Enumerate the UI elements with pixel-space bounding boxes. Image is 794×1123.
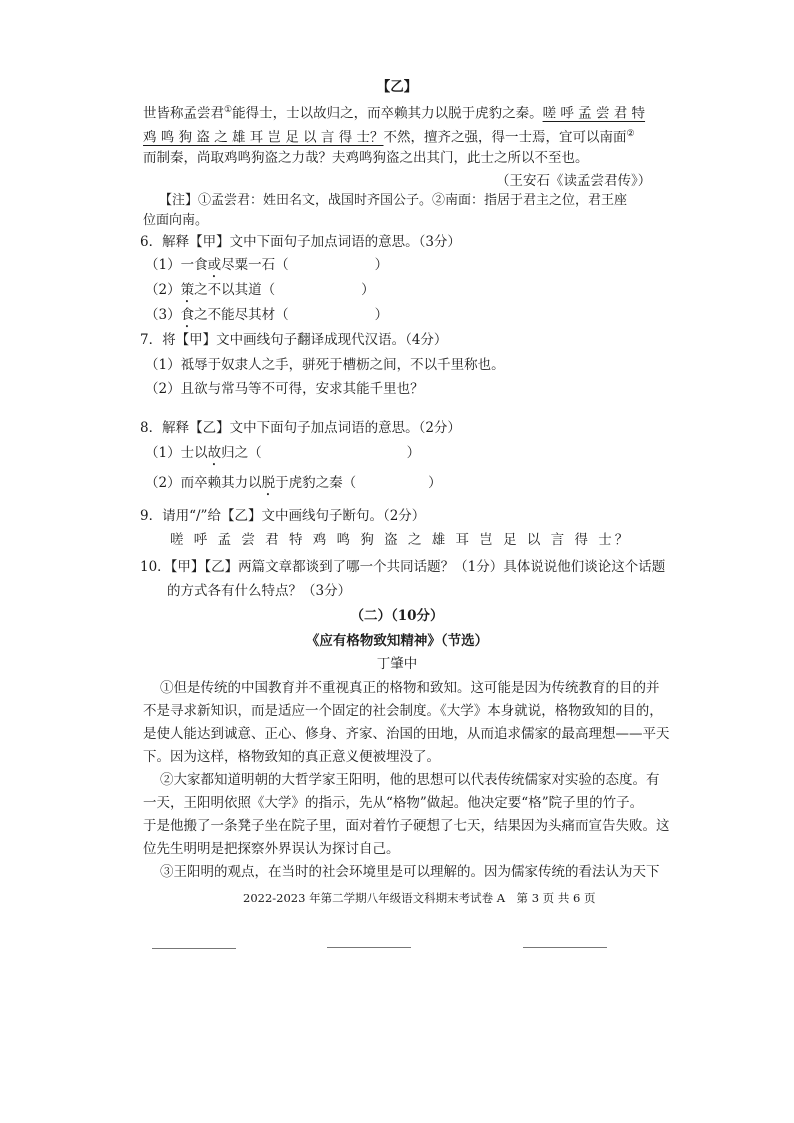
yi-source: （王安石《读孟尝君传》）: [496, 173, 652, 189]
scan-rule: [152, 948, 236, 949]
yi-note-line-2: 位面向南。: [143, 213, 209, 228]
q6-item-1: （1）一食或尽粟一石（ ）: [145, 257, 389, 273]
scan-rule: [523, 947, 607, 948]
underlined-sentence-part1: 嗟 呼 孟 尝 君 特: [542, 105, 646, 122]
q8-item-1: （1）士以故归之（ ）: [145, 445, 421, 461]
page-footer: 2022-2023 年第二学期八年级语文科期末考试卷 A 第 3 页 共 6 页: [243, 891, 596, 905]
q7-item-2: （2）且欲与常马等不可得，安求其能千里也？: [145, 381, 424, 397]
paragraph-line: 一天，王阳明依照《大学》的指示，先从“格物”做起。他决定要“格”院子里的竹子。: [143, 795, 644, 811]
paragraph-line: ①但是传统的中国教育并不重视真正的格物和致知。这可能是因为传统教育的目的并: [160, 680, 660, 696]
yi-note-line-1: 【注】①孟尝君：姓田名文，战国时齐国公子。②南面：指居于君主之位，君王座: [159, 193, 628, 208]
q7-item-1: （1）祗辱于奴隶人之手，骈死于槽枥之间，不以千里称也。: [145, 357, 505, 373]
yi-text-line-1: 世皆称孟尝君①能得士，士以故归之，而卒赖其力以脱于虎豹之秦。嗟 呼 孟 尝 君 特: [143, 105, 646, 122]
q6-item-3: （3）食之不能尽其材（ ）: [145, 307, 389, 323]
q10-line-2: 的方式各有什么特点？（3分）: [167, 583, 352, 599]
q10-line-1: 10．【甲】【乙】两篇文章都谈到了哪一个共同话题？（1分）具体说说他们谈论这个话题: [140, 559, 666, 575]
paragraph-line: 于是他搬了一条凳子坐在院子里，面对着竹子硬想了七天，结果因为头痛而宣告失败。这: [143, 818, 670, 834]
note-mark-1: ①: [224, 105, 233, 115]
article-author: 丁肇中: [376, 656, 418, 672]
paragraph-line: ③王阳明的观点，在当时的社会环境里是可以理解的。因为儒家传统的看法认为天下: [160, 864, 660, 880]
paragraph-line: 不是寻求新知识，而是适应一个固定的社会制度。《大学》本身就说，格物致知的目的，: [143, 703, 663, 719]
yi-text-line-2: 鸡 鸣 狗 盗 之 雄 耳 岂 足 以 言 得 士？不然，擅齐之强，得一士焉，宜可以南面②: [143, 129, 635, 146]
q6-item-2: （2）策之不以其道（ ）: [145, 282, 375, 298]
paragraph-line: 下。因为这样，格物致知的真正意义便被埋没了。: [143, 749, 440, 765]
note-mark-2: ②: [626, 129, 635, 139]
paragraph-line: 是使人能达到诚意、正心、修身、齐家、治国的田地，从而追求儒家的最高理想——平天: [143, 726, 670, 742]
q9-sentence: 嗟 呼 孟 尝 君 特 鸡 鸣 狗 盗 之 雄 耳 岂 足 以 言 得 士？: [170, 532, 632, 548]
q7-stem: 7．将【甲】文中画线句子翻译成现代汉语。（4分）: [140, 332, 448, 348]
q8-stem: 8．解释【乙】文中下面句子加点词语的意思。（2分）: [140, 420, 461, 436]
yi-heading: 【乙】: [376, 79, 418, 95]
scan-rule: [327, 947, 411, 948]
dotted-word: 故: [207, 445, 222, 461]
dotted-word: 食: [180, 307, 195, 323]
paragraph-line: ②大家都知道明朝的大哲学家王阳明，他的思想可以代表传统儒家对实验的态度。有: [160, 772, 660, 788]
part2-heading: （二）（10分）: [350, 608, 444, 624]
article-title: 《应有格物致知精神》（节选）: [305, 633, 489, 649]
dotted-word: 策: [180, 282, 195, 298]
yi-text-line-3: 而制秦，尚取鸡鸣狗盗之力哉？夫鸡鸣狗盗之出其门，此士之所以不至也。: [143, 150, 589, 166]
dotted-word: 或: [207, 257, 222, 273]
dotted-word: 脱: [261, 475, 276, 491]
q9-stem: 9．请用“/”给【乙】文中画线句子断句。（2分）: [140, 508, 426, 524]
paragraph-line: 位先生明明是把探察外界误认为探讨自己。: [143, 841, 400, 857]
q6-stem: 6．解释【甲】文中下面句子加点词语的意思。（3分）: [140, 234, 461, 250]
underlined-sentence-part2: 鸡 鸣 狗 盗 之 雄 耳 岂 足 以 言 得 士？: [143, 129, 384, 146]
q8-item-2: （2）而卒赖其力以脱于虎豹之秦（ ）: [145, 475, 442, 491]
